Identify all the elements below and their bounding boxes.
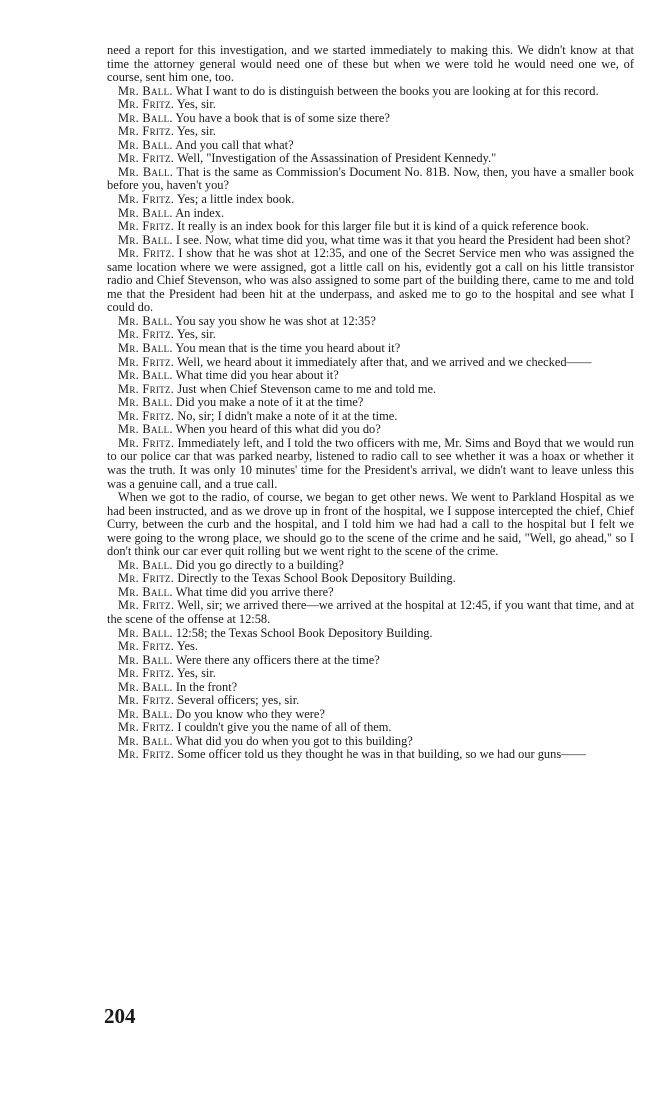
testimony-paragraph: [107, 735, 634, 749]
speaker-label: Mr. Ball.: [118, 584, 173, 599]
paragraph-text: Do you know who they were?: [175, 706, 325, 721]
paragraph-text: Well, we heard about it immediately after that, and we arrived and we checked——: [177, 354, 592, 369]
testimony-paragraph: [107, 44, 634, 85]
paragraph-text: You say you show he was shot at 12:35?: [175, 313, 376, 328]
speaker-label: Mr. Fritz.: [118, 435, 175, 450]
speaker-label: Mr. Ball.: [118, 706, 173, 721]
paragraph-text: Yes, sir.: [176, 666, 216, 681]
speaker-label: Mr. Fritz.: [118, 571, 175, 586]
testimony-paragraph: [107, 315, 634, 329]
paragraph-text: Did you go directly to a building?: [175, 557, 344, 572]
paragraph-text: You have a book that is of some size there?: [175, 110, 390, 125]
speaker-label: Mr. Ball.: [118, 422, 173, 437]
paragraph-text: Yes; a little index book.: [176, 192, 295, 207]
paragraph-text: Yes.: [176, 639, 198, 654]
speaker-label: Mr. Fritz.: [118, 598, 175, 613]
testimony-paragraph: [107, 247, 634, 315]
speaker-label: Mr. Fritz.: [118, 219, 175, 234]
testimony-paragraph: [107, 356, 634, 370]
testimony-paragraph: [107, 85, 634, 99]
speaker-label: Mr. Ball.: [118, 652, 173, 667]
paragraph-text: That is the same as Commission's Document No. 81B. Now, then, you have a smaller book before you, haven't you?: [107, 164, 634, 193]
speaker-label: Mr. Ball.: [118, 341, 173, 356]
speaker-label: Mr. Ball.: [118, 679, 173, 694]
testimony-paragraph: [107, 98, 634, 112]
testimony-paragraph: [107, 599, 634, 626]
speaker-label: Mr. Fritz.: [118, 381, 175, 396]
speaker-label: Mr. Ball.: [118, 313, 173, 328]
speaker-label: Mr. Ball.: [118, 137, 173, 152]
testimony-paragraph: [107, 166, 634, 193]
testimony-paragraph: [107, 112, 634, 126]
paragraph-text: Directly to the Texas School Book Depository Building.: [177, 571, 456, 586]
testimony-paragraph: [107, 721, 634, 735]
testimony-paragraph: [107, 708, 634, 722]
testimony-paragraph: [107, 640, 634, 654]
paragraph-text: What time did you arrive there?: [175, 584, 334, 599]
testimony-paragraph: [107, 193, 634, 207]
testimony-paragraph: [107, 572, 634, 586]
speaker-label: Mr. Fritz.: [118, 124, 175, 139]
testimony-paragraph: [107, 328, 634, 342]
paragraph-text: 12:58; the Texas School Book Depository Building.: [175, 625, 433, 640]
speaker-label: Mr. Ball.: [118, 733, 173, 748]
paragraph-text: Some officer told us they thought he was in that building, so we had our guns——: [177, 747, 586, 762]
testimony-paragraph: [107, 586, 634, 600]
paragraph-text: I show that he was shot at 12:35, and one of the Secret Service men who was assigned the same location where we were assigned, got a little call on his, evidently got a call on his little transistor radio and Chief Stevenson, who was also assigned to some part of the building there, came to me and told me that the President had been hit at the underpass, and asked me to go to the hospital and see what I could do.: [107, 246, 635, 315]
testimony-paragraph: [107, 410, 634, 424]
testimony-paragraph: [107, 369, 634, 383]
paragraph-text: need a report for this investigation, and we started immediately to making this. We didn't know at that time the attorney general would need one of these but when we were told he would need one we, of course, sent him one, too.: [107, 43, 634, 85]
speaker-label: Mr. Fritz.: [118, 192, 175, 207]
paragraph-text: Immediately left, and I told the two officers with me, Mr. Sims and Boyd that we would run to our police car that was parked nearby, listened to radio call to see whether it was a hoax or whether it was the truth. It was only 10 minutes' time for the President's arrival, we didn't want to leave unless this was a genuine call, and a true call.: [107, 435, 634, 491]
testimony-paragraph: [107, 748, 634, 762]
speaker-label: Mr. Ball.: [118, 205, 173, 220]
speaker-label: Mr. Ball.: [118, 557, 173, 572]
speaker-label: Mr. Ball.: [118, 625, 173, 640]
testimony-paragraph: [107, 234, 634, 248]
testimony-paragraph: [107, 139, 634, 153]
document-body: [107, 44, 634, 762]
paragraph-text: When you heard of this what did you do?: [175, 422, 381, 437]
paragraph-text: Well, "Investigation of the Assassination of President Kennedy.": [177, 151, 497, 166]
paragraph-text: When we got to the radio, of course, we began to get other news. We went to Parkland Hospital as we had been instructed, and as we drove up in front of the hospital, we I suppose intercepted the chief, Chief Curry, between the curb and the hospital, and I told him we had had a call to the hospital but I felt we were going to the wrong place, we should go to the scene of the crime and he said, "Well, go ahead," so I don't think our car ever quit rolling but we went right to the scene of the crime.: [107, 490, 634, 559]
paragraph-text: Just when Chief Stevenson came to me and told me.: [177, 381, 437, 396]
testimony-paragraph: [107, 654, 634, 668]
paragraph-text: An index.: [175, 205, 225, 220]
paragraph-text: No, sir; I didn't make a note of it at the time.: [177, 408, 398, 423]
page-number: 204: [104, 1004, 136, 1028]
testimony-paragraph: [107, 423, 634, 437]
paragraph-text: Yes, sir.: [176, 97, 216, 112]
speaker-label: Mr. Ball.: [118, 232, 173, 247]
paragraph-text: Yes, sir.: [176, 124, 216, 139]
paragraph-text: I see. Now, what time did you, what time was it that you heard the President had been shot?: [175, 232, 631, 247]
testimony-paragraph: [107, 125, 634, 139]
paragraph-text: Did you make a note of it at the time?: [175, 395, 364, 410]
paragraph-text: I couldn't give you the name of all of them.: [177, 720, 392, 735]
testimony-paragraph: [107, 383, 634, 397]
speaker-label: Mr. Fritz.: [118, 639, 175, 654]
speaker-label: Mr. Ball.: [118, 368, 173, 383]
paragraph-text: What did you do when you got to this building?: [175, 733, 413, 748]
paragraph-text: And you call that what?: [175, 137, 294, 152]
speaker-label: Mr. Fritz.: [118, 327, 175, 342]
testimony-paragraph: [107, 694, 634, 708]
speaker-label: Mr. Ball.: [118, 110, 173, 125]
speaker-label: Mr. Fritz.: [118, 97, 175, 112]
testimony-paragraph: [107, 437, 634, 491]
speaker-label: Mr. Fritz.: [118, 720, 175, 735]
testimony-paragraph: [107, 342, 634, 356]
testimony-paragraph: [107, 207, 634, 221]
speaker-label: Mr. Fritz.: [118, 693, 175, 708]
speaker-label: Mr. Ball.: [118, 395, 173, 410]
testimony-paragraph: [107, 627, 634, 641]
paragraph-text: In the front?: [175, 679, 238, 694]
paragraph-text: Were there any officers there at the time?: [175, 652, 380, 667]
testimony-paragraph: [107, 220, 634, 234]
speaker-label: Mr. Ball.: [118, 164, 174, 179]
testimony-paragraph: [107, 681, 634, 695]
testimony-paragraph: [107, 396, 634, 410]
speaker-label: Mr. Fritz.: [118, 666, 175, 681]
paragraph-text: It really is an index book for this larger file but it is kind of a quick reference book.: [177, 219, 589, 234]
speaker-label: Mr. Fritz.: [118, 246, 175, 261]
paragraph-text: Yes, sir.: [176, 327, 216, 342]
paragraph-text: What I want to do is distinguish between the books you are looking at for this record.: [175, 83, 599, 98]
paragraph-text: What time did you hear about it?: [175, 368, 339, 383]
speaker-label: Mr. Fritz.: [118, 747, 175, 762]
speaker-label: Mr. Fritz.: [118, 151, 175, 166]
paragraph-text: You mean that is the time you heard about it?: [175, 341, 401, 356]
testimony-paragraph: [107, 667, 634, 681]
testimony-paragraph: [107, 491, 634, 559]
paragraph-text: Several officers; yes, sir.: [177, 693, 300, 708]
paragraph-text: Well, sir; we arrived there—we arrived at the hospital at 12:45, if you want that time, and at the scene of the offense at 12:58.: [107, 598, 635, 626]
speaker-label: Mr. Fritz.: [118, 408, 175, 423]
testimony-paragraph: [107, 559, 634, 573]
speaker-label: Mr. Ball.: [118, 83, 173, 98]
testimony-paragraph: [107, 152, 634, 166]
speaker-label: Mr. Fritz.: [118, 354, 175, 369]
